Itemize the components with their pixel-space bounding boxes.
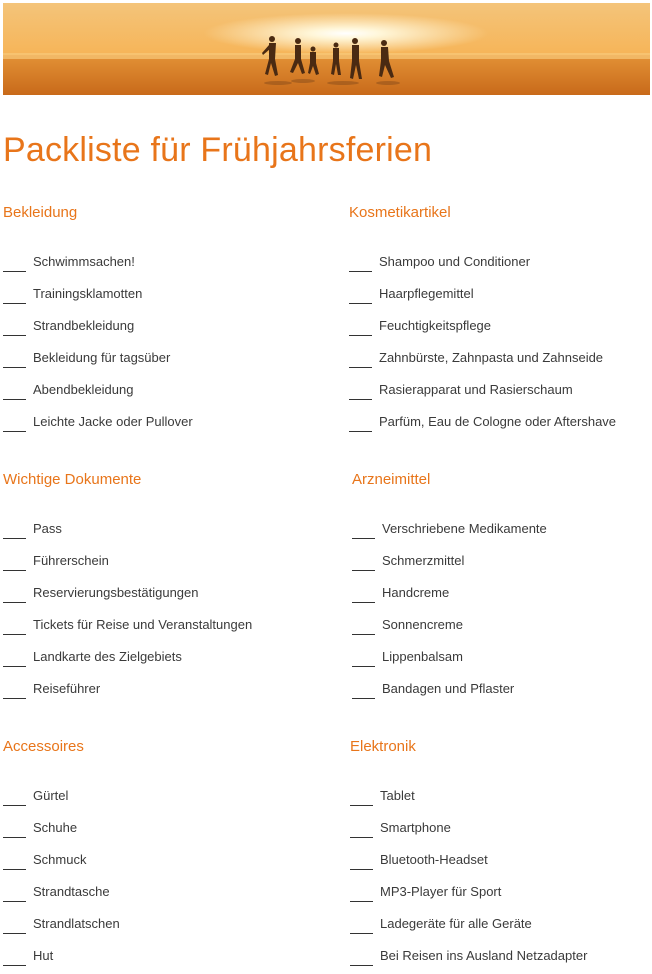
checkbox-blank-line	[352, 602, 375, 603]
checklist-item	[352, 643, 652, 675]
header-banner-image	[3, 3, 650, 95]
checkbox-blank-line	[3, 869, 26, 870]
checkbox-blank-line	[350, 869, 373, 870]
item-label: Bandagen und Pflaster	[382, 681, 515, 696]
checkbox-blank-line	[3, 698, 26, 699]
item-label: Haarpflegemittel	[379, 286, 474, 301]
section-bekleidung	[3, 204, 303, 440]
item-label: Parfüm, Eau de Cologne oder Aftershave	[379, 414, 617, 429]
checkbox-blank-line	[352, 634, 375, 635]
checklist	[3, 248, 303, 440]
item-label: Hut	[33, 948, 54, 963]
checkbox-blank-line	[3, 602, 26, 603]
checklist-item	[3, 942, 303, 974]
checklist-item	[3, 878, 303, 910]
checklist-item	[3, 675, 303, 707]
checklist-item	[350, 942, 650, 974]
item-label: MP3-Player für Sport	[380, 884, 502, 899]
checklist-item	[350, 878, 650, 910]
item-label: Rasierapparat und Rasierschaum	[379, 382, 573, 397]
item-label: Strandlatschen	[33, 916, 120, 931]
checklist-item	[349, 248, 649, 280]
item-label: Trainingsklamotten	[33, 286, 143, 301]
checklist-item	[352, 675, 652, 707]
checklist-item	[3, 611, 303, 643]
item-label: Schuhe	[33, 820, 78, 835]
checklist-item	[349, 344, 649, 376]
checkbox-blank-line	[350, 965, 373, 966]
section-heading: Arzneimittel	[352, 471, 431, 488]
checkbox-blank-line	[350, 837, 373, 838]
checklist-item	[352, 547, 652, 579]
checkbox-blank-line	[3, 538, 26, 539]
checklist-item	[349, 312, 649, 344]
item-label: Schmuck	[33, 852, 87, 867]
checklist-item	[3, 910, 303, 942]
item-label: Abendbekleidung	[33, 382, 134, 397]
checklist-item	[350, 814, 650, 846]
checklist-item	[3, 376, 303, 408]
checkbox-blank-line	[350, 901, 373, 902]
checkbox-blank-line	[3, 837, 26, 838]
checkbox-blank-line	[349, 271, 372, 272]
checklist-item	[350, 910, 650, 942]
item-label: Strandtasche	[33, 884, 110, 899]
checklist-item	[352, 515, 652, 547]
section-arzneimittel	[352, 471, 652, 707]
item-label: Feuchtigkeitspflege	[379, 318, 492, 333]
checkbox-blank-line	[3, 367, 26, 368]
checkbox-blank-line	[349, 399, 372, 400]
item-label: Zahnbürste, Zahnpasta und Zahnseide	[379, 350, 604, 365]
section-wichtige-dokumente	[3, 471, 303, 707]
item-label: Schwimmsachen!	[33, 254, 135, 269]
checkbox-blank-line	[3, 303, 26, 304]
page-title: Packliste für Frühjahrsferien	[3, 131, 433, 169]
checklist-item	[3, 408, 303, 440]
checkbox-blank-line	[3, 335, 26, 336]
item-label: Handcreme	[382, 585, 450, 600]
checklist-item	[349, 376, 649, 408]
item-label: Verschriebene Medikamente	[382, 521, 547, 536]
checkbox-blank-line	[349, 303, 372, 304]
item-label: Schmerzmittel	[382, 553, 465, 568]
checkbox-blank-line	[3, 399, 26, 400]
item-label: Shampoo und Conditioner	[379, 254, 531, 269]
checklist	[349, 248, 649, 440]
checklist	[3, 782, 303, 974]
item-label: Gürtel	[33, 788, 69, 803]
checkbox-blank-line	[350, 805, 373, 806]
checklist-item	[352, 611, 652, 643]
checkbox-blank-line	[3, 431, 26, 432]
item-label: Strandbekleidung	[33, 318, 135, 333]
item-label: Pass	[33, 521, 62, 536]
item-label: Sonnencreme	[382, 617, 463, 632]
section-heading: Bekleidung	[3, 204, 78, 221]
item-label: Bekleidung für tagsüber	[33, 350, 171, 365]
section-kosmetikartikel	[349, 204, 649, 440]
checkbox-blank-line	[352, 698, 375, 699]
checkbox-blank-line	[3, 933, 26, 934]
checklist-item	[3, 312, 303, 344]
item-label: Führerschein	[33, 553, 109, 568]
checkbox-blank-line	[352, 570, 375, 571]
section-heading: Wichtige Dokumente	[3, 471, 142, 488]
checkbox-blank-line	[352, 538, 375, 539]
checklist-item	[350, 782, 650, 814]
section-heading: Kosmetikartikel	[349, 204, 451, 221]
checkbox-blank-line	[3, 271, 26, 272]
checklist	[352, 515, 652, 707]
checklist	[350, 782, 650, 974]
checklist-item	[3, 579, 303, 611]
section-accessoires	[3, 738, 303, 974]
item-label: Reservierungsbestätigungen	[33, 585, 199, 600]
item-label: Reiseführer	[33, 681, 101, 696]
checklist-item	[3, 547, 303, 579]
item-label: Leichte Jacke oder Pullover	[33, 414, 193, 429]
checkbox-blank-line	[349, 367, 372, 368]
section-heading: Elektronik	[350, 738, 416, 755]
checklist-item	[3, 248, 303, 280]
item-label: Ladegeräte für alle Geräte	[380, 916, 532, 931]
checklist-item	[349, 408, 649, 440]
item-label: Tablet	[380, 788, 415, 803]
checkbox-blank-line	[3, 965, 26, 966]
item-label: Tickets für Reise und Veranstaltungen	[33, 617, 253, 632]
checkbox-blank-line	[3, 666, 26, 667]
checkbox-blank-line	[3, 570, 26, 571]
checkbox-blank-line	[350, 933, 373, 934]
checklist	[3, 515, 303, 707]
checkbox-blank-line	[349, 431, 372, 432]
checkbox-blank-line	[3, 901, 26, 902]
item-label: Landkarte des Zielgebiets	[33, 649, 182, 664]
checkbox-blank-line	[3, 634, 26, 635]
item-label: Lippenbalsam	[382, 649, 463, 664]
item-label: Bei Reisen ins Ausland Netzadapter	[380, 948, 588, 963]
checklist-item	[350, 846, 650, 878]
checklist-item	[349, 280, 649, 312]
checklist-item	[3, 643, 303, 675]
section-heading: Accessoires	[3, 738, 84, 755]
checklist-item	[3, 782, 303, 814]
checklist-item	[3, 280, 303, 312]
item-label: Bluetooth-Headset	[380, 852, 488, 867]
checkbox-blank-line	[352, 666, 375, 667]
section-elektronik	[350, 738, 650, 974]
checkbox-blank-line	[349, 335, 372, 336]
checklist-item	[3, 515, 303, 547]
checkbox-blank-line	[3, 805, 26, 806]
item-label: Smartphone	[380, 820, 451, 835]
checklist-item	[3, 344, 303, 376]
checklist-item	[352, 579, 652, 611]
checklist-item	[3, 846, 303, 878]
checklist-item	[3, 814, 303, 846]
